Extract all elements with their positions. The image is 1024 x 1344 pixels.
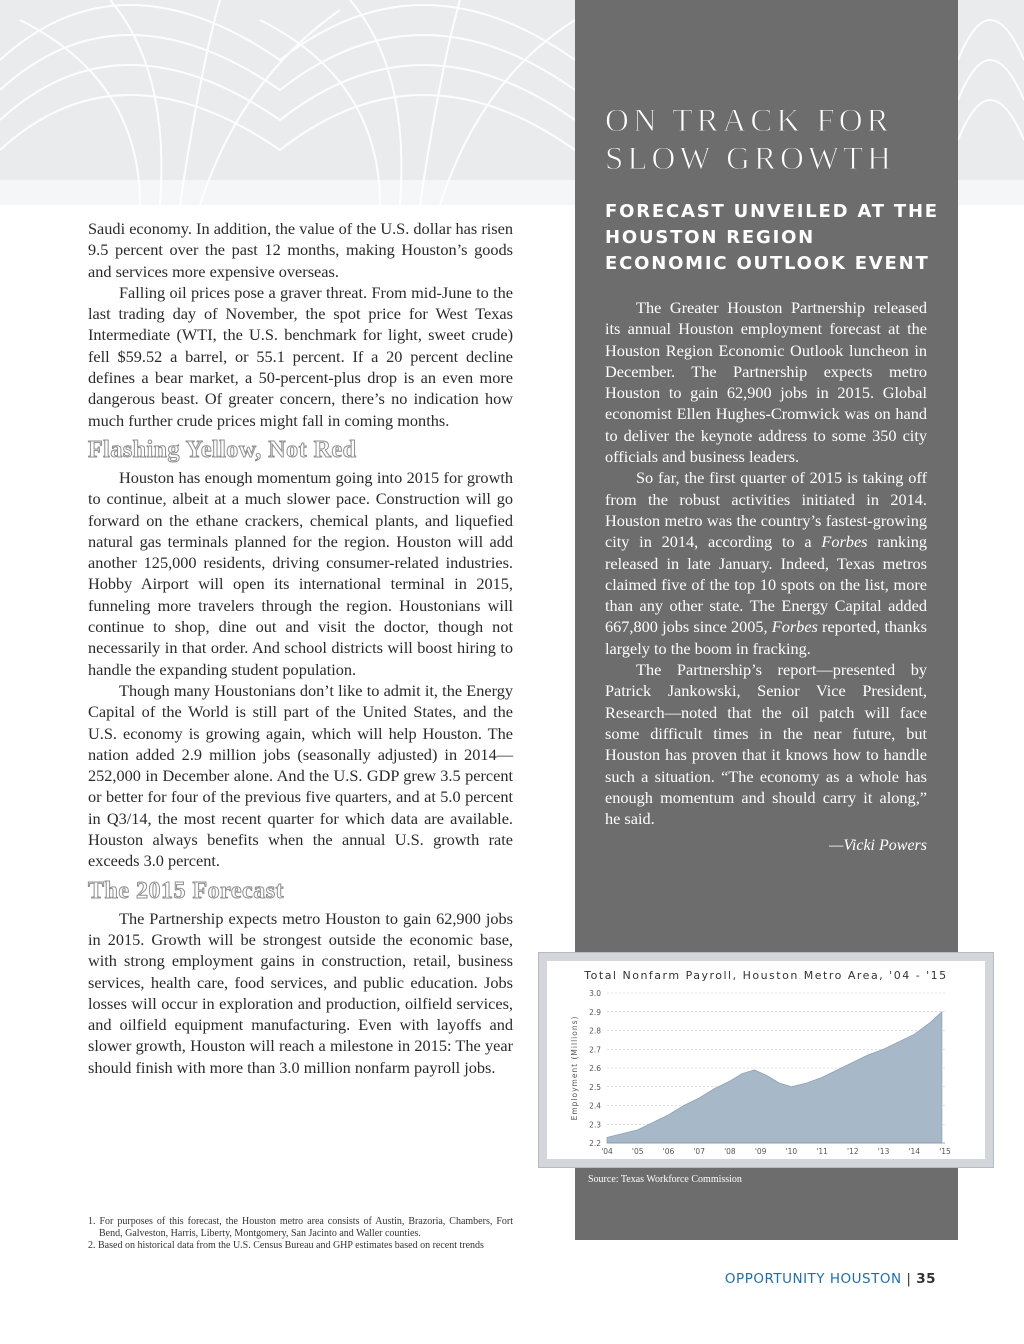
- payroll-chart-inner: [547, 961, 985, 1159]
- page-number: 35: [916, 1271, 936, 1287]
- chart-title: Total Nonfarm Payroll, Houston Metro Area, '04 - '15: [584, 969, 948, 982]
- y-axis-label: Employment (Millions): [570, 1015, 579, 1121]
- sidebar-title-line1: ON TRACK FOR: [605, 103, 893, 139]
- x-tick-label-11: '15: [939, 1147, 951, 1156]
- y-tick-label-5: 2.7: [589, 1045, 601, 1055]
- y-tick-label-0: 2.2: [589, 1139, 601, 1148]
- footnote-1: 1. For purposes of this forecast, the Houston metro area consists of Austin, Brazoria, Chambers, Fort Bend, Galveston, Harris, Liberty, Montgomery, San Jacinto and Waller counties.: [88, 1216, 513, 1239]
- y-tick-label-3: 2.5: [589, 1082, 601, 1092]
- y-tick-label-2: 2.4: [589, 1101, 601, 1111]
- footnote-2: 2. Based on historical data from the U.S. Census Bureau and GHP estimates based on recent trends: [88, 1240, 484, 1251]
- payroll-area-series: [607, 1012, 942, 1143]
- article-left-column: [88, 218, 513, 1078]
- payroll-chart: [547, 961, 985, 1159]
- footnotes: [88, 1216, 513, 1252]
- y-tick-label-4: 2.6: [589, 1064, 601, 1073]
- x-tick-label-7: '11: [816, 1147, 828, 1156]
- x-tick-label-2: '06: [662, 1147, 675, 1156]
- paragraph-momentum: Houston has enough momentum going into 2015 for growth to continue, albeit at a much slower pace. Construction will go forward on the ethane crackers, chemical plants, and liquefied natural gas terminals planned for the region. Houston will add another 125,000 residents, driving consumer-related industries. Hobby Airport will open its international terminal in 2015, funneling more travelers through the region. Houstonians will continue to shop, dine out and visit the doctor, though not necessarily in that order. And school districts will boost hiring to handle the expanding student population.: [88, 467, 513, 679]
- y-tick-label-8: 3.0: [589, 989, 601, 998]
- sidebar-subtitle: FORECAST UNVEILED AT THE HOUSTON REGION ECONOMIC OUTLOOK EVENT: [605, 201, 939, 274]
- x-tick-label-1: '05: [631, 1147, 644, 1156]
- x-tick-label-3: '07: [693, 1147, 705, 1156]
- chart-source: Source: Texas Workforce Commission: [588, 1174, 742, 1185]
- paragraph-oil-prices: Falling oil prices pose a graver threat. From mid-June to the last trading day of November, the spot price for West Texas Intermediate (WTI, the U.S. benchmark for light, sweet crude) fell $59.52 a barrel, or 55.1 percent. If a 20 percent decline defines a bear market, a 50-percent-plus drop is an even more dangerous beast. Of greater concern, there’s no indication how much further crude prices might fall in coming months.: [88, 282, 513, 430]
- x-tick-label-9: '13: [877, 1147, 890, 1156]
- sidebar-paragraph-3: The Partnership’s report—presented by Patrick Jankowski, Senior Vice President, Research—noted that the oil patch will face some difficult times in the near future, but Houston has proven that it knows how to handle such a situation. “The economy as a whole has enough momentum and should carry it along,” he said.: [605, 660, 927, 829]
- sidebar-p2-c: reported, thanks largely to the boom in fracking.: [605, 617, 927, 658]
- x-tick-label-4: '08: [724, 1147, 736, 1156]
- footer-divider: |: [906, 1271, 912, 1287]
- x-tick-label-10: '14: [908, 1147, 921, 1156]
- forbes-ref-2: Forbes: [771, 617, 818, 637]
- sidebar-p2-b: ranking released in late January. Indeed, Texas metros claimed five of the top 10 spots on the list, more than any other state. The Energy Capital added 667,800 jobs since 2005,: [605, 532, 927, 637]
- author-signature: —Vicki Powers: [829, 837, 927, 855]
- page-footer: [725, 1271, 936, 1287]
- x-tick-label-6: '10: [785, 1147, 798, 1156]
- paragraph-energy-capital: Though many Houstonians don’t like to admit it, the Energy Capital of the World is still part of the United States, and the U.S. economy is growing again, which will help Houston. The nation added 2.9 million jobs (seasonally adjusted) in 2014—252,000 in December alone. And the U.S. GDP grew 3.5 percent or better for four of the previous five quarters, and at 5.0 percent in Q3/14, the most recent quarter for which data are available. Houston always benefits when the annual U.S. growth rate exceeds 3.0 percent.: [88, 680, 513, 871]
- heading-flashing-yellow: Flashing Yellow, Not Red: [88, 436, 357, 463]
- y-tick-label-7: 2.9: [589, 1007, 601, 1017]
- y-tick-label-6: 2.8: [589, 1026, 601, 1036]
- publication-name: OPPORTUNITY HOUSTON: [724, 1271, 902, 1287]
- x-tick-label-8: '12: [847, 1147, 859, 1156]
- sidebar-title: [605, 102, 945, 178]
- sidebar-paragraph-1: The Greater Houston Partnership released its annual Houston employment forecast at the Houston Region Economic Outlook luncheon in December. The Partnership expects metro Houston to gain 62,900 jobs in 2015. Global economist Ellen Hughes-Cromwick was on hand to deliver the keynote address to some 350 city officials and business leaders.: [605, 298, 927, 467]
- heading-2015-forecast: The 2015 Forecast: [88, 877, 285, 904]
- sidebar-p2-a: So far, the first quarter of 2015 is taking off from the robust activities initiated in 2014. Houston metro was the country’s fastest-growing city in 2014, according to a: [605, 468, 927, 552]
- x-tick-label-0: '04: [601, 1147, 613, 1156]
- x-tick-label-5: '09: [754, 1147, 767, 1156]
- paragraph-saudi: Saudi economy. In addition, the value of the U.S. dollar has risen 9.5 percent over the past 12 months, making Houston’s goods and services more expensive overseas.: [88, 219, 513, 281]
- sidebar-paragraph-2: [605, 467, 927, 659]
- sidebar-body: [605, 297, 927, 855]
- forbes-ref-1: Forbes: [821, 532, 868, 552]
- y-tick-label-1: 2.3: [589, 1120, 601, 1130]
- paragraph-forecast: The Partnership expects metro Houston to gain 62,900 jobs in 2015. Growth will be strongest outside the economic base, with strong employment gains in construction, retail, business services, health care, food services, and public education. Jobs losses will occur in exploration and production, oilfield services, and oilfield equipment manufacturing. Even with layoffs and slower growth, Houston will reach a milestone in 2015: The year should finish with more than 3.0 million nonfarm payroll jobs.: [88, 908, 513, 1077]
- payroll-chart-frame: [538, 952, 994, 1168]
- sidebar-title-line2: SLOW GROWTH: [605, 141, 895, 177]
